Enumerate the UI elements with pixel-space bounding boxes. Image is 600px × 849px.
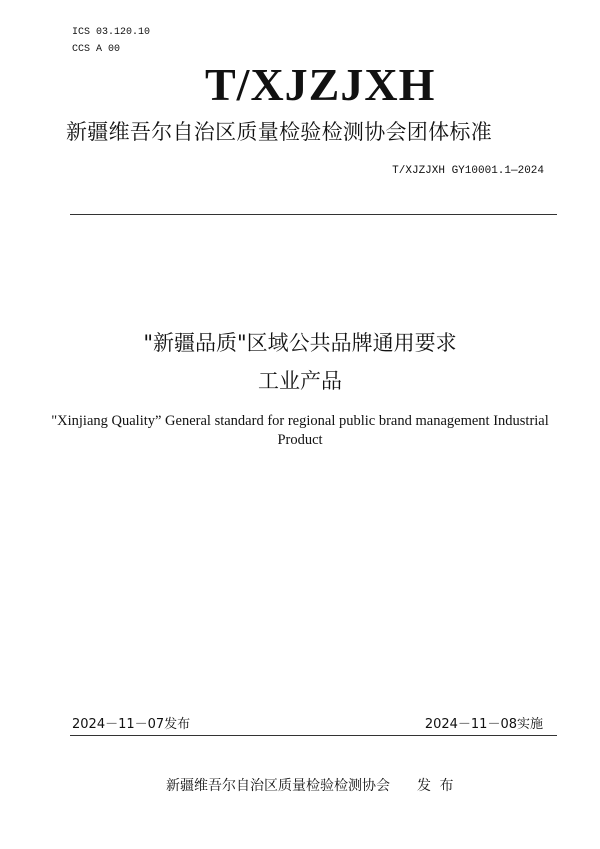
standard-code: T/XJZJXH bbox=[205, 59, 436, 110]
standard-number: T/XJZJXH GY10001.1—2024 bbox=[392, 165, 544, 177]
implementation-date: 2024－11－08实施 bbox=[424, 717, 543, 732]
top-divider bbox=[70, 214, 557, 215]
title-chinese: "新疆品质"区域公共品牌通用要求 bbox=[143, 331, 457, 355]
title-english-line-1: "Xinjiang Quality” General standard for regional public brand management Industrial bbox=[51, 413, 549, 429]
ics-code: ICS 03.120.10 bbox=[72, 27, 151, 38]
issue-date: 2024－11－07发布 bbox=[72, 717, 191, 732]
subtitle-chinese: 工业产品 bbox=[258, 369, 342, 393]
ccs-code: CCS A 00 bbox=[72, 44, 121, 55]
organization-title: 新疆维吾尔自治区质量检验检测协会团体标准 bbox=[66, 120, 492, 144]
publish-label: 发 布 bbox=[417, 778, 456, 794]
publisher-name: 新疆维吾尔自治区质量检验检测协会 bbox=[166, 778, 390, 794]
title-english-line-2: Product bbox=[277, 432, 323, 448]
title-english bbox=[0, 412, 600, 450]
bottom-divider bbox=[70, 735, 557, 736]
